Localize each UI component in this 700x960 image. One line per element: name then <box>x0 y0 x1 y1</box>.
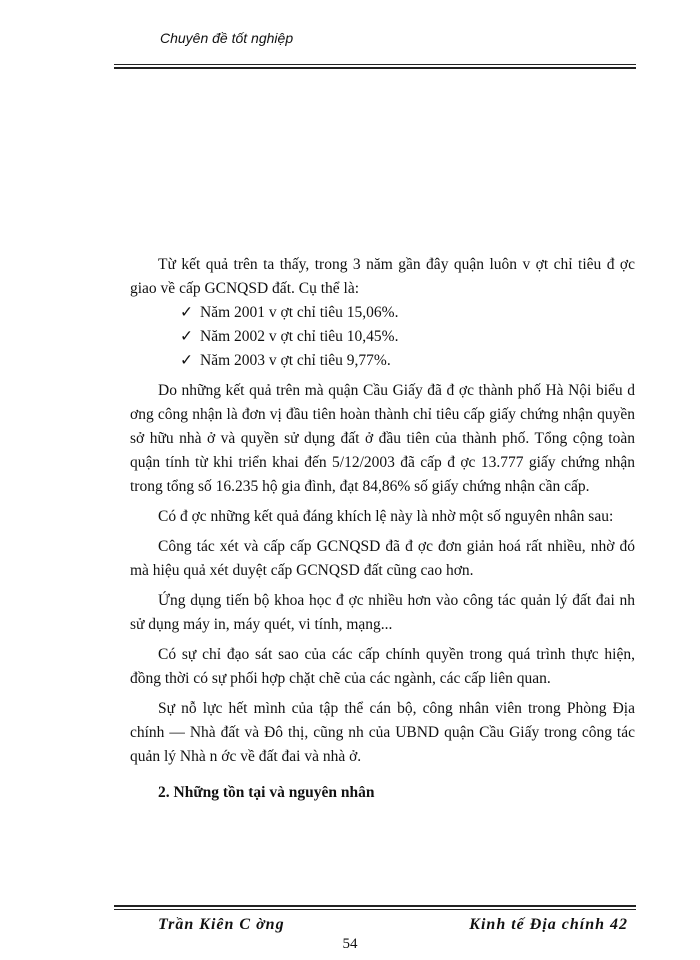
header-title: Chuyên đề tốt nghiệp <box>160 30 294 46</box>
intro-paragraph: Từ kết quả trên ta thấy, trong 3 năm gần đây quận luôn v ợt chỉ tiêu đ ợc giao về cấp GCNQSD đất. Cụ thể là: <box>130 256 635 297</box>
checkmark-icon: ✓ <box>180 328 193 345</box>
footer-author: Trần Kiên C ờng <box>158 916 285 933</box>
paragraph: Ứng dụng tiến bộ khoa học đ ợc nhiều hơn vào công tác quản lý đất đai nh sử dụng máy in, máy quét, vi tính, mạng... <box>130 592 635 633</box>
paragraph: Sự nỗ lực hết mình của tập thể cán bộ, công nhân viên trong Phòng Địa chính — Nhà đất và Đô thị, cũng nh của UBND quận Cầu Giấy trong công tác quản lý Nhà n ớc về đất đai và nhà ở. <box>130 700 635 765</box>
bullet-item: ✓ Năm 2001 v ợt chỉ tiêu 15,06%. <box>130 301 635 325</box>
footer-rule <box>114 905 636 912</box>
paragraph: Do những kết quả trên mà quận Cầu Giấy đã đ ợc thành phố Hà Nội biểu d ơng công nhận là đơn vị đầu tiên hoàn thành chỉ tiêu cấp giấy chứng nhận quyền sở hữu nhà ở và quyền sử dụng đất ở đầu tiên của thành phố. Tổng cộng toàn quận tính từ khi triển khai đến 5/12/2003 đã cấp đ ợc 13.777 giấy chứng nhận trong tổng số 16.235 hộ gia đình, đạt 84,86% số giấy chứng nhận cần cấp. <box>130 382 635 495</box>
checkmark-icon: ✓ <box>180 304 193 321</box>
paragraph: Công tác xét và cấp cấp GCNQSD đã đ ợc đơn giản hoá rất nhiều, nhờ đó mà hiệu quả xét duyệt cấp GCNQSD đất cũng cao hơn. <box>130 538 635 579</box>
bullet-item: ✓ Năm 2002 v ợt chỉ tiêu 10,45%. <box>130 325 635 349</box>
page-number: 54 <box>342 936 358 952</box>
paragraph: Có đ ợc những kết quả đáng khích lệ này là nhờ một số nguyên nhân sau: <box>158 508 614 525</box>
section-heading: 2. Những tồn tại và nguyên nhân <box>158 784 375 801</box>
footer-class: Kinh tế Địa chính 42 <box>469 916 628 933</box>
checkmark-icon: ✓ <box>180 352 193 369</box>
bullet-item: ✓ Năm 2003 v ợt chỉ tiêu 9,77%. <box>130 349 635 373</box>
paragraph: Có sự chỉ đạo sát sao của các cấp chính quyền trong quá trình thực hiện, đồng thời có sự phối hợp chặt chẽ của các ngành, các cấp liên quan. <box>130 646 635 687</box>
body-text <box>130 253 635 805</box>
header-rule <box>114 64 636 69</box>
